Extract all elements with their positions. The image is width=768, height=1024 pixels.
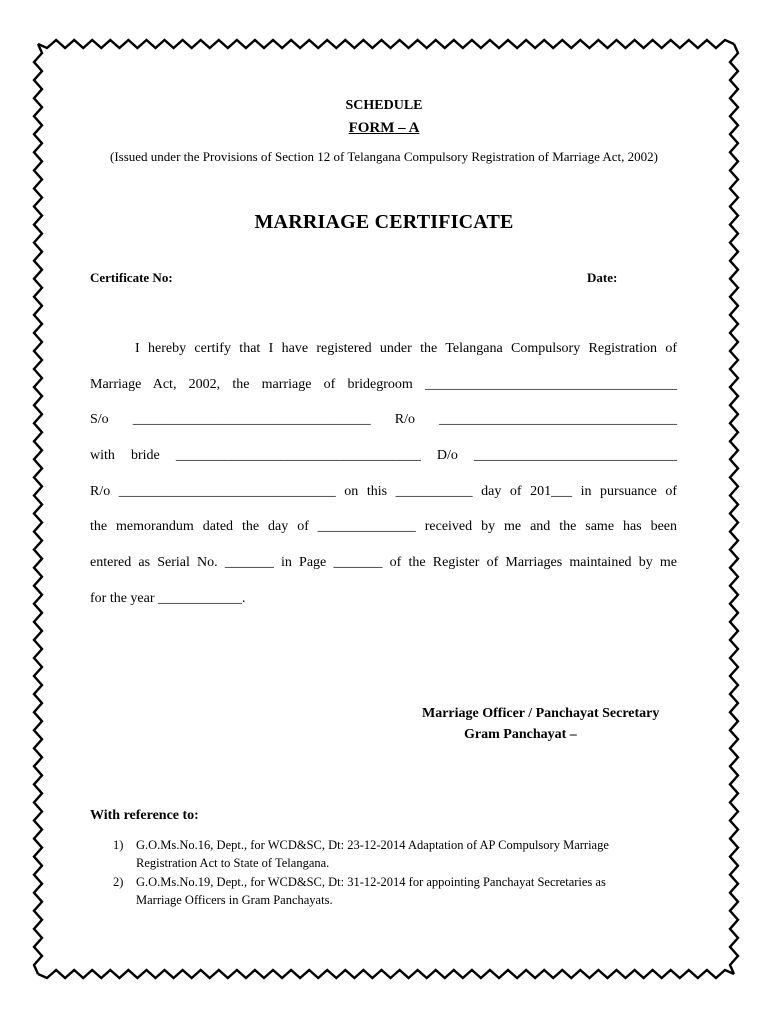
issued-under-note: (Issued under the Provisions of Section 12 of Telangana Compulsory Registration of Marriage Act, 2002) — [110, 149, 658, 164]
reference-text: Registration Act to State of Telangana. — [136, 856, 330, 870]
border-zigzag-line — [38, 970, 734, 978]
signature-panchayat: Gram Panchayat – — [464, 727, 577, 742]
body-line: for the year ____________. — [90, 591, 246, 606]
reference-text: G.O.Ms.No.19, Dept., for WCD&SC, Dt: 31-12-2014 for appointing Panchayat Secretaries as — [136, 875, 606, 889]
reference-text: Marriage Officers in Gram Panchayats. — [136, 893, 333, 907]
form-label: FORM – A — [348, 120, 420, 136]
body-line: entered as Serial No. _______ in Page _______ of the Register of Marriages maintained by me — [90, 555, 677, 570]
reference-number: 2) — [113, 875, 124, 889]
reference-text: G.O.Ms.No.16, Dept., for WCD&SC, Dt: 23-12-2014 Adaptation of AP Compulsory Marriage — [136, 838, 609, 852]
signature-officer: Marriage Officer / Panchayat Secretary — [422, 706, 660, 721]
date-label: Date: — [587, 270, 618, 285]
certificate-no-label: Certificate No: — [90, 270, 173, 285]
body-line: Marriage Act, 2002, the marriage of bridegroom ____________________________________ — [90, 377, 677, 392]
body-line: with bride ___________________________________ D/o _____________________________ — [90, 448, 677, 463]
schedule-heading: SCHEDULE — [345, 98, 423, 113]
border-zigzag-line — [34, 44, 42, 974]
body-line: I hereby certify that I have registered under the Telangana Compulsory Registration of — [135, 341, 677, 356]
form-heading — [0, 120, 768, 137]
references-heading: With reference to: — [90, 808, 199, 823]
body-line: the memorandum dated the day of ______________ received by me and the same has been — [90, 519, 677, 534]
border-zigzag-line — [730, 44, 738, 974]
reference-number: 1) — [113, 838, 124, 852]
border-zigzag-line — [38, 40, 734, 48]
body-line: R/o _______________________________ on this ___________ day of 201___ in pursuance of — [90, 484, 677, 499]
body-line: S/o __________________________________ R/o __________________________________ — [90, 412, 677, 427]
certificate-title: MARRIAGE CERTIFICATE — [254, 211, 514, 233]
